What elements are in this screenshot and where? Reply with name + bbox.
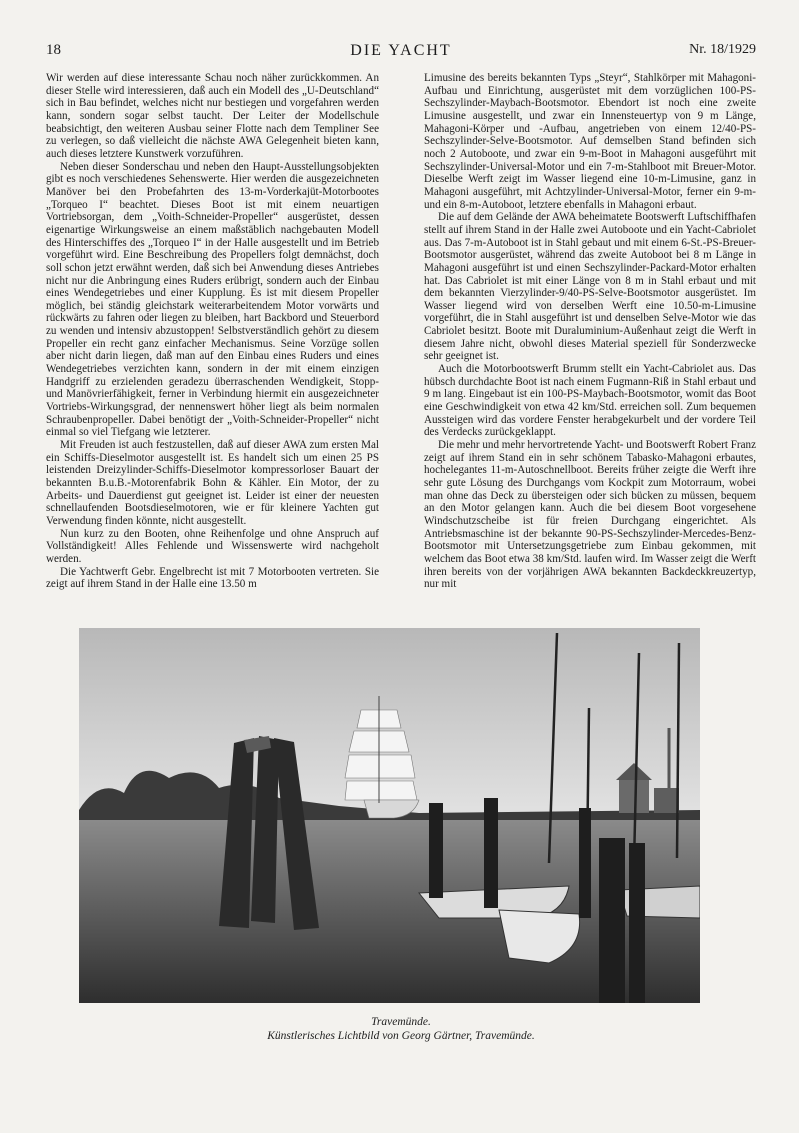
paragraph: Auch die Motorbootswerft Brumm stellt ein Yacht-Cabriolet aus. Das hübsch durchdachte Boot ist nach einem Fugmann-Riß in Stahl erbaut und 9 m lang. Eingebaut ist ein 100-PS-Maybach-Bootsmotor, womit das Boot eine Geschwindigkeit von etwa 42 km/Std. erreichen soll. Zum bequemen Aussteigen wird das vordere Fenster herabgekurbelt und der vordere Teil des Verdecks zurückgeklappt. [424, 363, 756, 439]
page-number: 18 [46, 42, 61, 58]
caption-title: Travemünde. [371, 1016, 431, 1028]
paragraph: Limusine des bereits bekannten Typs „Steyr“, Stahlkörper mit Mahagoni-Aufbau und Einrichtung, ausgerüstet mit dem vorzüglichen 100-PS-Sechszylinder-Maybach-Bootsmotor. Ebendort ist noch eine zweite Limusine ausgestellt, und zwar ein Innensteuertyp von 9 m Länge, Mahagoni-Körper und -Aufbau, angetrieben von einem 12/40-PS-Sechszylinder-Selve-Bootsmotor. Auf demselben Stand befinden sich noch 2 Autoboote, und zwar ein 9-m-Boot in Mahagoni ausgeführt mit Sechszylinder-Universal-Motor und ein 7-m-Stahlboot mit Breuer-Motor. Dieselbe Werft zeigt im Wasser liegend eine 10-m-Limusine, ganz in Mahagoni ausgeführt, mit Achtzylinder-Universal-Motor, ferner ein 9-m- und ein 8-m-Autoboot, letztere ebenfalls in Mahagoni erbaut. [424, 72, 756, 211]
magazine-title: DIE YACHT [350, 42, 452, 59]
paragraph: Die Yachtwerft Gebr. Engelbrecht ist mit 7 Motorbooten vertreten. Sie zeigt auf ihrem Stand in der Halle eine 13.50 m [46, 565, 379, 591]
paragraph: Die mehr und mehr hervortretende Yacht- und Bootswerft Robert Franz zeigt auf ihrem Stand ein in sehr schönem Tabasko-Mahagoni erbautes, hochelegantes 11-m-Autoschnellboot. Bereits früher zeigte die Werft ihre sehr gute Lösung des Durchgangs vom Kockpit zum Motorraum, wobei man ohne das Deck zu übersteigen oder sich bücken zu müssen, bequem an den Motor gelangen kann. Auch die bei diesem Boot vorgesehene Windschutzscheibe ist für freien Durchgang eingerichtet. Als Antriebsmaschine ist der bekannte 90-PS-Sechszylinder-Mercedes-Benz-Bootsmotor mit Untersetzungsgetriebe zum Einbau gekommen, mit welchem das Boot etwa 38 km/Std. laufen wird. Im Wasser zeigt die Werft ihren bereits von der vorjährigen AWA bekannten Backdeckkreuzertyp, nur mit [424, 439, 756, 591]
page-header [46, 42, 756, 62]
right-text-column [424, 72, 756, 591]
paragraph: Die auf dem Gelände der AWA beheimatete Bootswerft Luftschiffhafen stellt auf ihrem Stand in der Halle zwei Autoboote und ein Yacht-Cabriolet aus. Das 7-m-Autoboot ist in Stahl gebaut und mit einem 6-St.-PS-Breuer-Bootsmotor ausgerüstet, während das zweite Autoboot bei 8 m Länge in Mahagoni ausgeführt ist und einen Sechszylinder-Packard-Motor erhalten hat. Das Cabriolet ist mit einer Länge von 8 m in Stahl erbaut und mit dem bekannten Vierzylinder-9/40-PS-Selve-Bootsmotor ausgerüstet. Im Wasser liegend wird von derselben Werft eine 10.50-m-Limusine vorgeführt, die in Stahl ausgeführt ist und denselben Selve-Motor wie das Cabriolet besitzt. Boote mit Duraluminium-Außenhaut zeigt die Werft in diesem Jahre nicht, obwohl dieses Material speziell für Sonderzwecke sehr geeignet ist. [424, 211, 756, 363]
photo-caption [46, 1015, 756, 1043]
paragraph: Nun kurz zu den Booten, ohne Reihenfolge und ohne Anspruch auf Vollständigkeit! Alles Fehlende und Wissenswerte wird nachgeholt werden. [46, 527, 379, 565]
harbor-illustration [79, 628, 700, 1003]
caption-credit: Künstlerisches Lichtbild von Georg Gärtner, Travemünde. [267, 1030, 535, 1042]
paragraph: Mit Freuden ist auch festzustellen, daß auf dieser AWA zum ersten Mal ein Schiffs-Dieselmotor ausgestellt ist. Es handelt sich um einen 25 PS leistenden Dreizylinder-Schiffs-Dieselmotor kompressorloser Bauart der bekannten B.u.B.-Motorenfabrik Bohn & Kähler. Ein Motor, der zu Arbeits- und Dauerdienst gut geeignet ist. Leider ist einer der neuesten schnellaufenden Bootsdieselmotoren, wie er für kleinere Yachten gut Verwendung finden könnte, nicht ausgestellt. [46, 439, 379, 527]
harbor-photograph [79, 628, 700, 1003]
issue-number: Nr. 18/1929 [689, 42, 756, 57]
left-text-column [46, 72, 379, 591]
paragraph: Neben dieser Sonderschau und neben den Haupt-Ausstellungsobjekten gibt es noch verschiedenes Sehenswerte. Hier werden die ausgezeichneten Manöver bei den Probefahrten des 13-m-Vorderkajüt-Motorbootes „Torqueo I“ beachtet. Dieses Boot ist mit einem neuartigen Vortriebsorgan, dem „Voith-Schneider-Propeller“ ausgerüstet, dessen eigenartige Wirkungsweise an einem maßstäblich nachgebauten Modell des Hinterschiffes des „Torqueo I“ in der Halle ausgestellt und im Betrieb vorgeführt wird. Eine Beschreibung des Propellers folgt demnächst, doch soll schon jetzt erwähnt werden, daß sich bei Anwendung dieses Antriebes nicht nur die Anbringung eines Ruders erübrigt, sondern auch der Einbau eines Wendegetriebes und einer Kupplung. Es ist mit diesem Propeller möglich, bei ständig gleichstark weiterarbeitendem Motor vorwärts und rückwärts zu fahren oder liegen zu bleiben, hart Backbord und Steuerbord zu wenden und intensiv abzustoppen! Selbstverständlich gehört zu diesem Propeller ein recht ganz einfacher Mechanismus. Seine Vorzüge sollen aber nicht darin liegen, daß man auf den Einbau eines Ruders und eines Wendegetriebes verzichten kann, sondern in der mit einem einzigen Handgriff zu erzielenden geradezu überraschenden Wendigkeit, Stopp- und Manövrierfähigkeit, ferner in Verbindung hiermit ein ausgezeichneter Vortriebs-Wirkungsgrad, der nennenswert höher liegt als beim normalen Schraubenpropeller. Dabei benötigt der „Voith-Schneider-Propeller“ nicht einmal so viel Tiefgang wie letzterer. [46, 160, 379, 439]
paragraph: Wir werden auf diese interessante Schau noch näher zurückkommen. An dieser Stelle wird interessieren, daß auch ein Modell des „U-Deutschland“ sich in Bau befindet, welches nicht nur bestiegen und vorgefahren werden kann, sondern sogar selbst taucht. Der Leiter der Modellschule beabsichtigt, den weiteren Ausbau seiner Flotte nach dem Templiner See zu verlegen, so daß vielleicht die nächste AWA Gelegenheit bieten kann, auch dieses letztere Kunstwerk vorzuführen. [46, 72, 379, 160]
